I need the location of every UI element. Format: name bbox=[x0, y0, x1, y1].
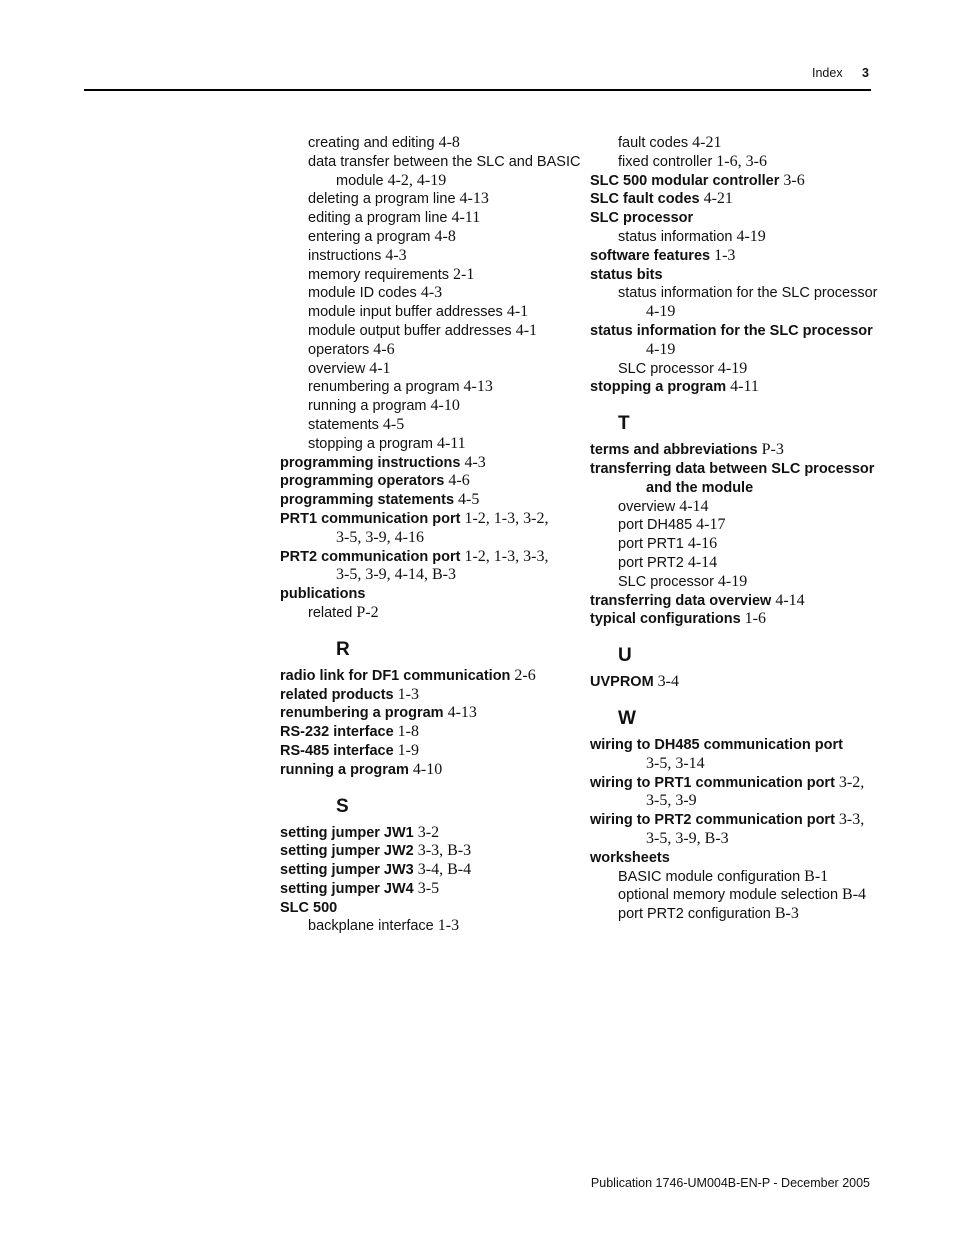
index-subentry bbox=[280, 397, 580, 416]
index-term: stopping a program bbox=[590, 379, 727, 396]
index-letter-heading: R bbox=[336, 638, 350, 660]
index-entry bbox=[280, 548, 580, 567]
page-references: 1-2, 1-3, 3-2, bbox=[464, 509, 549, 527]
index-term: transferring data between SLC processor bbox=[590, 460, 875, 477]
index-subentry bbox=[590, 868, 880, 887]
index-term: status information for the SLC processor bbox=[590, 322, 873, 339]
page-references: 2-1 bbox=[453, 265, 475, 283]
index-term: deleting a program line bbox=[308, 191, 456, 208]
index-subentry bbox=[280, 228, 580, 247]
index-term: fault codes bbox=[618, 135, 689, 151]
index-term: overview bbox=[618, 498, 676, 515]
index-term: editing a program line bbox=[308, 210, 448, 227]
index-term: status information bbox=[618, 228, 733, 245]
index-column-left bbox=[280, 134, 580, 936]
index-entry bbox=[280, 454, 580, 473]
index-term: terms and abbreviations bbox=[590, 442, 758, 459]
index-entry bbox=[590, 172, 880, 191]
page-references: 4-3 bbox=[385, 246, 407, 264]
page-references: 4-17 bbox=[696, 516, 726, 534]
index-entry-continuation bbox=[280, 566, 580, 585]
index-term: publications bbox=[280, 586, 366, 603]
index-subentry bbox=[590, 228, 880, 247]
index-subentry bbox=[590, 134, 880, 153]
page-references: 4-11 bbox=[451, 209, 481, 227]
index-term: fixed controller bbox=[618, 153, 713, 170]
index-entry bbox=[590, 378, 880, 397]
index-subentry bbox=[590, 905, 880, 924]
page-references: 4-10 bbox=[430, 397, 460, 415]
index-term: and the module bbox=[646, 479, 754, 496]
page-references: 4-19 bbox=[717, 359, 748, 377]
index-term: port PRT1 bbox=[618, 536, 684, 553]
index-entry bbox=[590, 322, 880, 341]
index-subentry bbox=[590, 498, 880, 517]
page-references: 3-6 bbox=[783, 171, 805, 189]
page-references: 4-2, 4-19 bbox=[387, 171, 447, 189]
index-subentry bbox=[280, 209, 580, 228]
page-references: 4-6 bbox=[373, 340, 395, 358]
page-references: 1-6 bbox=[744, 610, 766, 628]
page-references: 4-3 bbox=[420, 284, 443, 302]
header-section-label: Index bbox=[812, 66, 843, 80]
index-term: radio link for DF1 communication bbox=[280, 667, 511, 684]
index-subentry bbox=[280, 360, 580, 379]
index-entry bbox=[590, 736, 880, 755]
index-term: setting jumper JW2 bbox=[280, 843, 414, 860]
page-references: 4-13 bbox=[459, 190, 489, 208]
index-entry-continuation bbox=[280, 172, 580, 191]
index-letter-heading: S bbox=[336, 795, 349, 817]
page-references: 4-13 bbox=[447, 704, 477, 722]
page-references: B-3 bbox=[774, 905, 799, 923]
index-subentry bbox=[590, 886, 880, 905]
index-term: renumbering a program bbox=[280, 705, 444, 722]
index-term: memory requirements bbox=[308, 266, 450, 283]
index-letter-heading: U bbox=[618, 645, 632, 667]
index-subentry bbox=[280, 303, 580, 322]
index-entry bbox=[280, 510, 580, 529]
index-term: overview bbox=[308, 360, 366, 377]
page-references: 4-1 bbox=[369, 359, 391, 377]
index-entry bbox=[280, 880, 580, 899]
page-references: 4-11 bbox=[730, 378, 759, 396]
page-references: 4-6 bbox=[448, 472, 470, 490]
index-column-right bbox=[590, 134, 880, 924]
index-entry-continuation bbox=[280, 529, 580, 548]
page-references: 4-14 bbox=[679, 497, 709, 515]
page-references: 3-4 bbox=[657, 673, 679, 691]
index-entry bbox=[280, 686, 580, 705]
index-entry-continuation bbox=[590, 830, 880, 849]
index-term: BASIC module configuration bbox=[618, 868, 801, 885]
index-term: setting jumper JW4 bbox=[280, 880, 414, 897]
index-term: setting jumper JW1 bbox=[280, 824, 414, 841]
page-references: 4-5 bbox=[458, 491, 480, 509]
index-subentry bbox=[280, 378, 580, 397]
index-term: port DH485 bbox=[618, 517, 693, 534]
index-entry bbox=[590, 811, 880, 830]
index-subentry bbox=[590, 284, 880, 303]
index-term: RS-232 interface bbox=[280, 724, 394, 741]
index-entry bbox=[280, 761, 580, 780]
index-entry-continuation bbox=[590, 479, 880, 498]
page-references: 3-5, 3-9 bbox=[646, 792, 697, 810]
index-entry bbox=[280, 899, 580, 918]
page-references: 3-2, bbox=[838, 773, 865, 791]
index-term: SLC fault codes bbox=[590, 191, 700, 208]
index-term: RS-485 interface bbox=[280, 742, 394, 759]
index-term: running a program bbox=[280, 761, 409, 778]
index-term: port PRT2 bbox=[618, 554, 684, 571]
page-references: 4-21 bbox=[703, 190, 733, 208]
index-term: operators bbox=[308, 341, 370, 358]
index-subentry bbox=[590, 573, 880, 592]
page-references: 3-5, 3-9, 4-14, B-3 bbox=[336, 566, 456, 584]
index-term: module output buffer addresses bbox=[308, 322, 512, 339]
index-entry bbox=[280, 723, 580, 742]
page-references: B-1 bbox=[804, 867, 829, 885]
index-term: statements bbox=[308, 416, 379, 433]
index-entry bbox=[590, 209, 880, 228]
index-subentry bbox=[280, 284, 580, 303]
index-subentry bbox=[280, 604, 580, 623]
index-term: entering a program bbox=[308, 228, 431, 245]
index-entry bbox=[280, 824, 580, 843]
index-entry bbox=[590, 266, 880, 285]
page-references: 1-6, 3-6 bbox=[716, 152, 767, 170]
index-term: SLC processor bbox=[618, 573, 714, 590]
index-entry bbox=[590, 247, 880, 266]
page-references: 4-14 bbox=[775, 591, 805, 609]
index-term: wiring to DH485 communication port bbox=[590, 736, 843, 753]
page-references: 4-10 bbox=[412, 760, 443, 778]
page-references: 4-8 bbox=[434, 227, 456, 245]
index-subentry bbox=[590, 153, 880, 172]
page-references: 4-14 bbox=[687, 553, 718, 571]
index-term: wiring to PRT2 communication port bbox=[590, 812, 835, 829]
page-references: 3-5, 3-9, B-3 bbox=[646, 829, 729, 847]
publication-footer: Publication 1746-UM004B-EN-P - December 2005 bbox=[590, 1176, 870, 1190]
page-number: 3 bbox=[862, 66, 869, 80]
index-entry bbox=[590, 610, 880, 629]
index-entry bbox=[280, 667, 580, 686]
index-entry bbox=[280, 842, 580, 861]
index-term: data transfer between the SLC and BASIC bbox=[308, 153, 581, 170]
index-term: worksheets bbox=[590, 849, 670, 866]
index-term: programming operators bbox=[280, 473, 445, 490]
index-entry bbox=[590, 441, 880, 460]
page-references: 1-2, 1-3, 3-3, bbox=[464, 547, 549, 565]
index-subentry bbox=[590, 516, 880, 535]
index-term: UVPROM bbox=[590, 674, 654, 691]
index-entry bbox=[590, 774, 880, 793]
page-references: P-3 bbox=[761, 441, 784, 459]
index-term: setting jumper JW3 bbox=[280, 862, 414, 879]
page-references: P-2 bbox=[356, 603, 379, 621]
index-term: status information for the SLC processor bbox=[618, 285, 878, 302]
index-subentry bbox=[590, 360, 880, 379]
index-term: backplane interface bbox=[308, 918, 434, 935]
page-references: 3-3, B-3 bbox=[417, 842, 472, 860]
index-subentry bbox=[280, 266, 580, 285]
index-subentry bbox=[280, 416, 580, 435]
page-references: 3-5, 3-14 bbox=[646, 754, 705, 772]
index-term: PRT1 communication port bbox=[280, 510, 461, 527]
page-references: 4-1 bbox=[506, 303, 529, 321]
page-references: 3-4, B-4 bbox=[417, 861, 472, 879]
page-references: 4-13 bbox=[463, 378, 493, 396]
page-references: 3-3, bbox=[838, 811, 865, 829]
index-term: software features bbox=[590, 247, 711, 264]
page-references: 3-5, 3-9, 4-16 bbox=[336, 528, 424, 546]
index-entry-continuation bbox=[590, 792, 880, 811]
index-subentry bbox=[280, 341, 580, 360]
page-references: 4-16 bbox=[687, 535, 718, 553]
index-subentry bbox=[590, 535, 880, 554]
index-entry bbox=[590, 673, 880, 692]
index-entry-continuation bbox=[590, 303, 880, 322]
page-references: 4-19 bbox=[646, 303, 676, 321]
page-references: 3-2 bbox=[417, 823, 440, 841]
index-term: SLC processor bbox=[590, 210, 694, 227]
index-entry bbox=[280, 585, 580, 604]
index-term: wiring to PRT1 communication port bbox=[590, 774, 835, 791]
page-references: 4-1 bbox=[515, 321, 538, 339]
page-references: 1-3 bbox=[714, 246, 736, 264]
index-entry bbox=[280, 472, 580, 491]
index-term: module input buffer addresses bbox=[308, 304, 503, 321]
page-references: 1-9 bbox=[397, 741, 419, 759]
index-entry bbox=[590, 460, 880, 479]
index-term: port PRT2 configuration bbox=[618, 906, 771, 923]
page-references: 3-5 bbox=[417, 879, 440, 897]
index-subentry bbox=[280, 247, 580, 266]
index-term: running a program bbox=[308, 398, 427, 415]
index-term: module bbox=[336, 172, 384, 189]
index-entry-continuation bbox=[590, 755, 880, 774]
index-term: programming statements bbox=[280, 492, 455, 509]
page-references: 1-3 bbox=[397, 685, 419, 703]
index-subentry bbox=[280, 322, 580, 341]
index-term: optional memory module selection bbox=[618, 887, 839, 904]
page-references: 4-19 bbox=[646, 340, 676, 358]
index-subentry bbox=[280, 153, 580, 172]
index-letter-heading: W bbox=[618, 707, 636, 729]
index-term: instructions bbox=[308, 247, 382, 264]
index-subentry bbox=[280, 190, 580, 209]
index-entry bbox=[590, 849, 880, 868]
index-subentry bbox=[590, 554, 880, 573]
index-term: SLC processor bbox=[618, 360, 714, 377]
page-references: 4-3 bbox=[464, 453, 486, 471]
index-subentry bbox=[280, 435, 580, 454]
header-divider bbox=[84, 89, 871, 91]
index-letter-heading: T bbox=[618, 413, 630, 435]
index-term: PRT2 communication port bbox=[280, 548, 461, 565]
page-references: 4-19 bbox=[717, 572, 748, 590]
index-term: renumbering a program bbox=[308, 379, 460, 396]
index-term: transferring data overview bbox=[590, 592, 772, 609]
index-entry bbox=[280, 861, 580, 880]
page-references: 4-5 bbox=[382, 415, 405, 433]
page-references: 2-6 bbox=[514, 666, 536, 684]
index-subentry bbox=[280, 134, 580, 153]
page-references: 4-21 bbox=[692, 134, 722, 151]
index-entry bbox=[280, 491, 580, 510]
index-term: related bbox=[308, 604, 353, 621]
index-term: SLC 500 modular controller bbox=[590, 172, 780, 189]
index-term: programming instructions bbox=[280, 454, 461, 471]
index-entry-continuation bbox=[590, 341, 880, 360]
page-references: 4-11 bbox=[436, 434, 466, 452]
page-references: 4-8 bbox=[438, 134, 460, 151]
index-term: status bits bbox=[590, 266, 663, 283]
index-term: SLC 500 bbox=[280, 899, 338, 916]
index-entry bbox=[590, 592, 880, 611]
index-term: stopping a program bbox=[308, 435, 433, 452]
index-term: related products bbox=[280, 686, 394, 703]
index-subentry bbox=[280, 917, 580, 936]
page-references: B-4 bbox=[842, 886, 867, 904]
page-references: 4-19 bbox=[736, 227, 766, 245]
page-references: 1-3 bbox=[437, 917, 460, 935]
index-term: creating and editing bbox=[308, 135, 435, 151]
page-references: 1-8 bbox=[397, 723, 419, 741]
index-entry bbox=[590, 190, 880, 209]
index-entry bbox=[280, 742, 580, 761]
index-term: module ID codes bbox=[308, 285, 417, 302]
index-entry bbox=[280, 704, 580, 723]
index-term: typical configurations bbox=[590, 611, 741, 628]
